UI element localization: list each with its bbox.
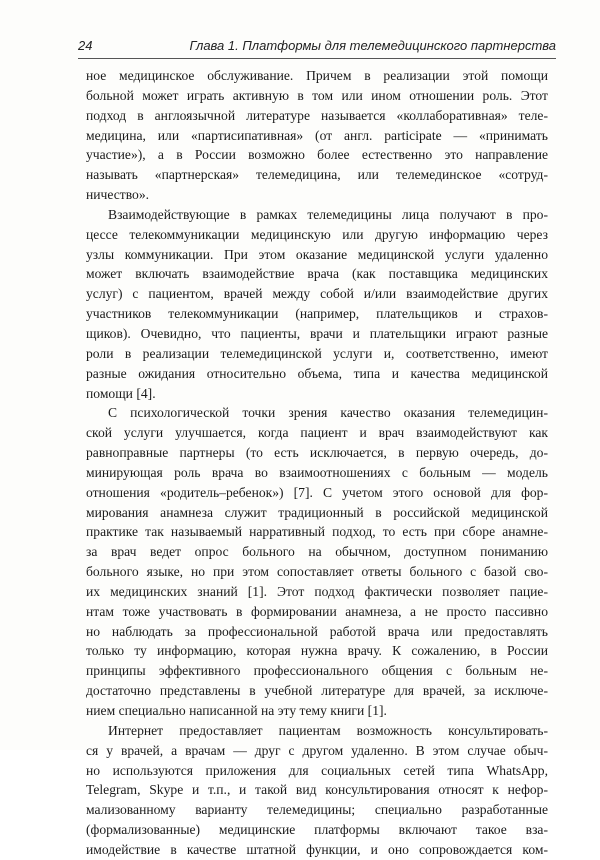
text-line: но наблюдать за профессиональной работой врача или предоставлять — [86, 623, 548, 639]
text-line: цессе телекоммуникации медицинскую или другую информацию через — [86, 226, 548, 242]
text-line: достаточно представлены в учебной литературе для врачей, за исключе- — [86, 683, 548, 699]
text-line: но используются приложения для социальных сетей типа WhatsApp, — [86, 762, 548, 778]
paragraph-3 — [86, 403, 548, 721]
text-line: ся у врачей, а врачам — друг с другом удаленно. В этом случае обыч- — [86, 742, 548, 758]
text-line: их медицинских знаний [1]. Этот подход фактически позволяет пацие- — [86, 583, 548, 599]
text-line: может включать взаимодействие врача (как поставщика медицинских — [86, 266, 548, 282]
text-line: минирующая роль врача во взаимоотношениях с больным — модель — [86, 464, 548, 480]
text-line: помощи [4]. — [86, 385, 156, 401]
text-line: нием специально написанной на эту тему книги [1]. — [86, 703, 387, 718]
text-line: Интернет предоставляет пациентам возможность консультировать- — [108, 722, 548, 738]
paragraph-4 — [86, 721, 548, 860]
text-line: Взаимодействующие в рамках телемедицины лица получают в про- — [108, 206, 548, 222]
text-line: больного языке, но при этом сопоставляет ответы больного с базой сво- — [86, 564, 548, 580]
header-rule — [78, 58, 556, 59]
text-line: услуг) с пациентом, врачей между собой и/или взаимодействие других — [86, 286, 548, 302]
text-line: ное медицинское обслуживание. Причем в реализации этой помощи — [86, 68, 548, 83]
text-line: за врач ведет опрос больного на обычном, доступном пониманию — [86, 544, 548, 560]
text-line: практике так называемый нарративный подход, то есть при сборе анамне- — [86, 524, 548, 540]
text-line: роли в реализации телемедицинской услуги и, соответственно, имеют — [86, 345, 548, 361]
paragraph-1 — [86, 66, 548, 205]
body-text — [86, 66, 548, 860]
text-line: мализованному варианту телемедицины; специально разработанные — [86, 802, 548, 818]
text-line: нтам тоже участвовать в формировании анамнеза, а не просто пассивно — [86, 603, 548, 619]
text-line: Telegram, Skype и т.п., и такой вид консультирования относят к нефор- — [86, 782, 548, 798]
text-line: имодействие в качестве штатной функции, и оно сопровождается ком- — [86, 841, 548, 857]
text-line: ничество». — [86, 187, 150, 203]
text-line: называть «партнерская» телемедицина, или телемединское «сотруд- — [86, 167, 548, 183]
text-line: участие»), а в России возможно более естественно это направление — [86, 147, 548, 163]
text-line: принципы эффективного профессионального общения с больным не- — [86, 663, 548, 679]
text-line: мирования анамнеза служит традиционный в российской медицинской — [86, 504, 548, 520]
text-line: равноправные партнеры (то есть исключается, в первую очередь, до- — [86, 445, 548, 461]
text-line: разные ожидания относительно объема, типа и качества медицинской — [86, 365, 548, 381]
text-line: (формализованные) медицинские платформы включают такое вза- — [86, 822, 548, 838]
text-line: отношения «родитель–ребенок») [7]. С учетом этого основой для фор- — [86, 484, 548, 500]
paragraph-2 — [86, 205, 548, 403]
text-line: узлы коммуникации. При этом оказание медицинской услуги удаленно — [86, 246, 548, 262]
text-line: больной может играть активную в том или ином отношении роль. Этот — [86, 87, 548, 103]
text-line: С психологической точки зрения качество оказания телемедицин- — [108, 405, 548, 421]
running-head: Глава 1. Платформы для телемедицинского партнерства — [189, 38, 556, 53]
page-number: 24 — [78, 38, 93, 53]
text-line: участников телекоммуникации (например, плательщиков и страхов- — [86, 306, 548, 322]
text-line: медицина, или «партисипативная» (от англ. participate — «принимать — [86, 127, 548, 143]
text-line: подход в англоязычной литературе называется «коллаборативная» теле- — [86, 107, 548, 123]
text-line: только ту информацию, которая нужна врачу. К сожалению, в России — [86, 643, 548, 659]
text-line: ской услуги улучшается, когда пациент и врач взаимодействуют как — [86, 425, 548, 441]
page-header — [78, 38, 556, 58]
text-line: щиков). Очевидно, что пациенты, врачи и плательщики играют разные — [86, 325, 548, 341]
